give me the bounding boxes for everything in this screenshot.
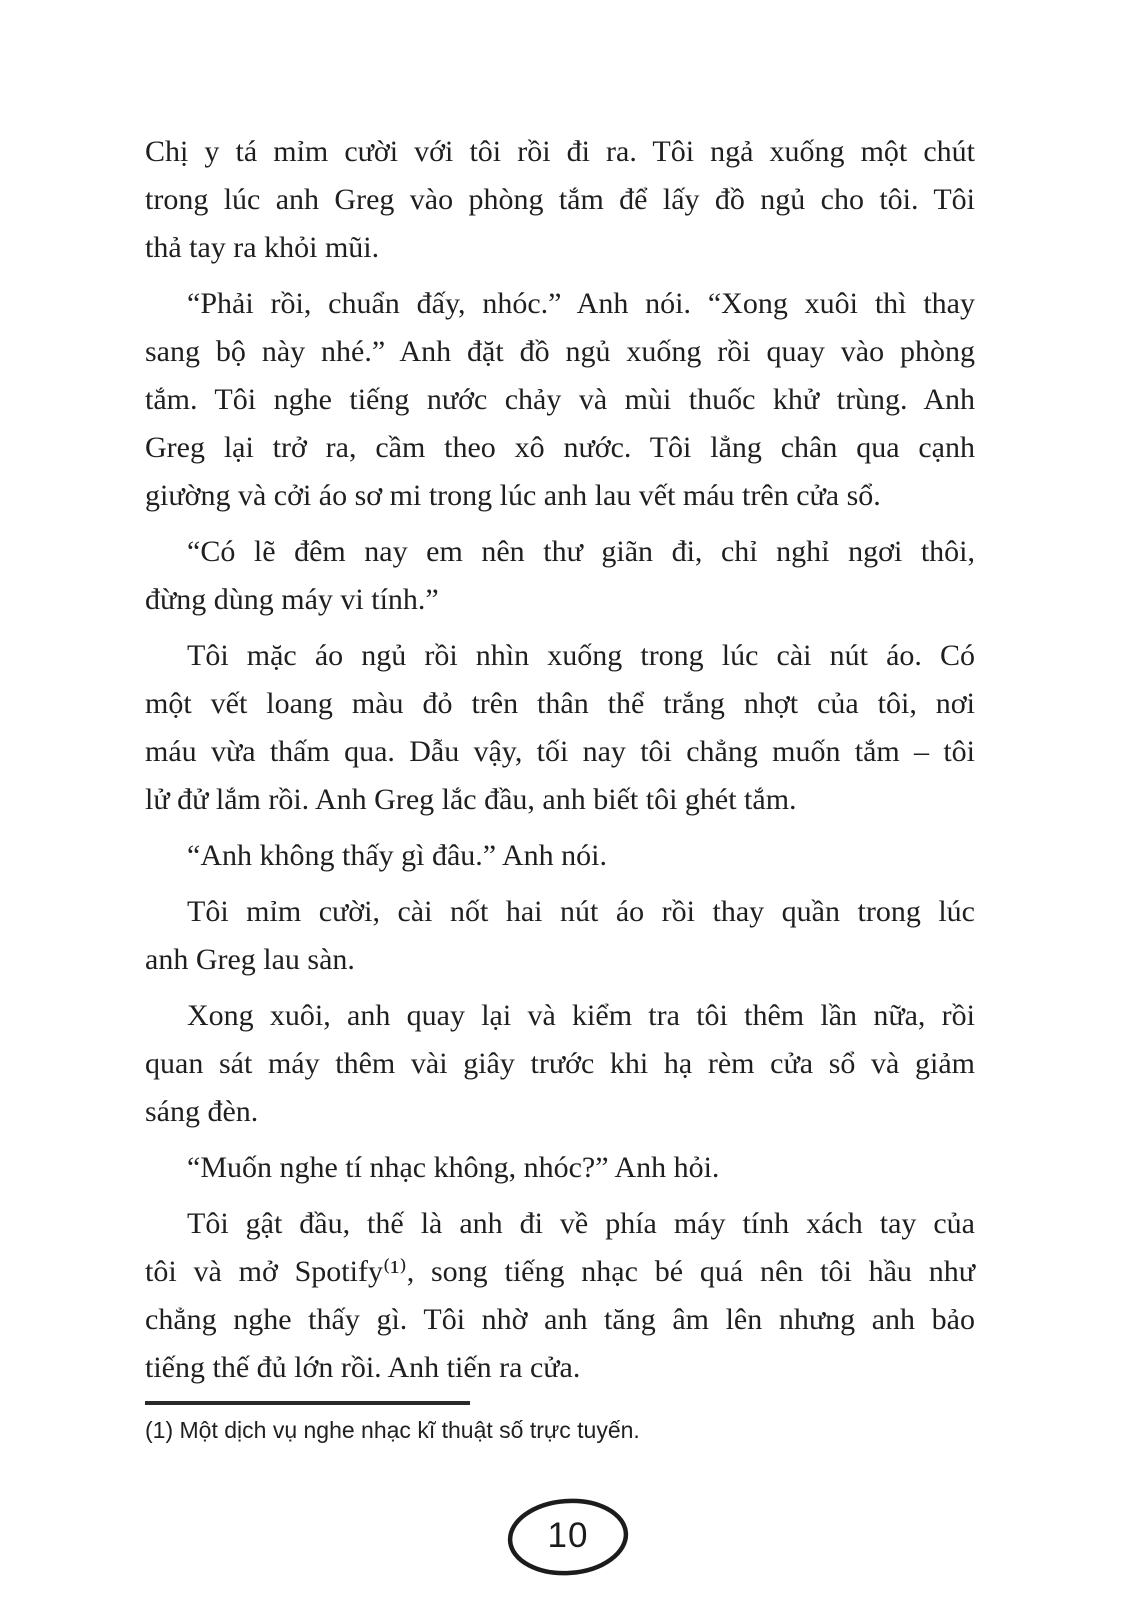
paragraph (145, 888, 975, 984)
paragraph (145, 632, 975, 824)
text-line: thả tay ra khỏi mũi. (145, 231, 380, 264)
text-line: anh Greg lau sàn. (145, 943, 355, 976)
text-line: “Phải rồi, chuẩn đấy, nhóc.” Anh nói. “Xong xuôi thì thay (187, 287, 975, 320)
paragraph (145, 128, 975, 272)
paragraph (145, 528, 975, 624)
text-line: sáng đèn. (145, 1095, 259, 1128)
paragraph (145, 280, 975, 520)
text-line: Tôi mỉm cười, cài nốt hai nút áo rồi thay quần trong lúc (187, 895, 975, 928)
text-line: chẳng nghe thấy gì. Tôi nhờ anh tăng âm lên nhưng anh bảo (145, 1303, 975, 1336)
text-line: “Muốn nghe tí nhạc không, nhóc?” Anh hỏi. (187, 1151, 720, 1184)
text-line: tắm. Tôi nghe tiếng nước chảy và mùi thuốc khử trùng. Anh (145, 383, 975, 416)
paragraph (145, 992, 975, 1136)
text-line: giường và cởi áo sơ mi trong lúc anh lau vết máu trên cửa sổ. (145, 479, 881, 512)
text-line: đừng dùng máy vi tính.” (145, 583, 439, 616)
text-line: “Có lẽ đêm nay em nên thư giãn đi, chỉ nghỉ ngơi thôi, (187, 535, 975, 568)
page-number-badge (505, 1496, 631, 1580)
text-line: trong lúc anh Greg vào phòng tắm để lấy đồ ngủ cho tôi. Tôi (145, 183, 975, 216)
paragraph (145, 1200, 975, 1392)
text-line: tôi và mở Spotify⁽¹⁾, song tiếng nhạc bé quá nên tôi hầu như (145, 1255, 975, 1288)
text-line: “Anh không thấy gì đâu.” Anh nói. (187, 839, 607, 872)
text-line: Tôi mặc áo ngủ rồi nhìn xuống trong lúc cài nút áo. Có (187, 639, 975, 672)
footnote-divider (145, 1401, 470, 1405)
paragraph (145, 832, 975, 880)
text-block (145, 128, 975, 1392)
text-line: Tôi gật đầu, thế là anh đi về phía máy tính xách tay của (187, 1207, 975, 1240)
page-number: 10 (547, 1516, 589, 1555)
text-line: máu vừa thấm qua. Dẫu vậy, tối nay tôi chẳng muốn tắm – tôi (145, 735, 975, 768)
text-line: Chị y tá mỉm cười với tôi rồi đi ra. Tôi ngả xuống một chút (145, 135, 975, 168)
text-line: lử đử lắm rồi. Anh Greg lắc đầu, anh biết tôi ghét tắm. (145, 783, 797, 816)
text-line: tiếng thế đủ lớn rồi. Anh tiến ra cửa. (145, 1351, 581, 1384)
text-line: Greg lại trở ra, cầm theo xô nước. Tôi lẳng chân qua cạnh (145, 431, 975, 464)
footnote-block (145, 1401, 975, 1445)
text-line: Xong xuôi, anh quay lại và kiểm tra tôi thêm lần nữa, rồi (187, 999, 975, 1032)
text-line: một vết loang màu đỏ trên thân thể trắng nhợt của tôi, nơi (145, 687, 975, 720)
footnote-text: (1) Một dịch vụ nghe nhạc kĩ thuật số trực tuyến. (145, 1417, 640, 1443)
text-line: quan sát máy thêm vài giây trước khi hạ rèm cửa sổ và giảm (145, 1047, 975, 1080)
paragraph (145, 1144, 975, 1192)
text-line: sang bộ này nhé.” Anh đặt đồ ngủ xuống rồi quay vào phòng (145, 335, 975, 368)
